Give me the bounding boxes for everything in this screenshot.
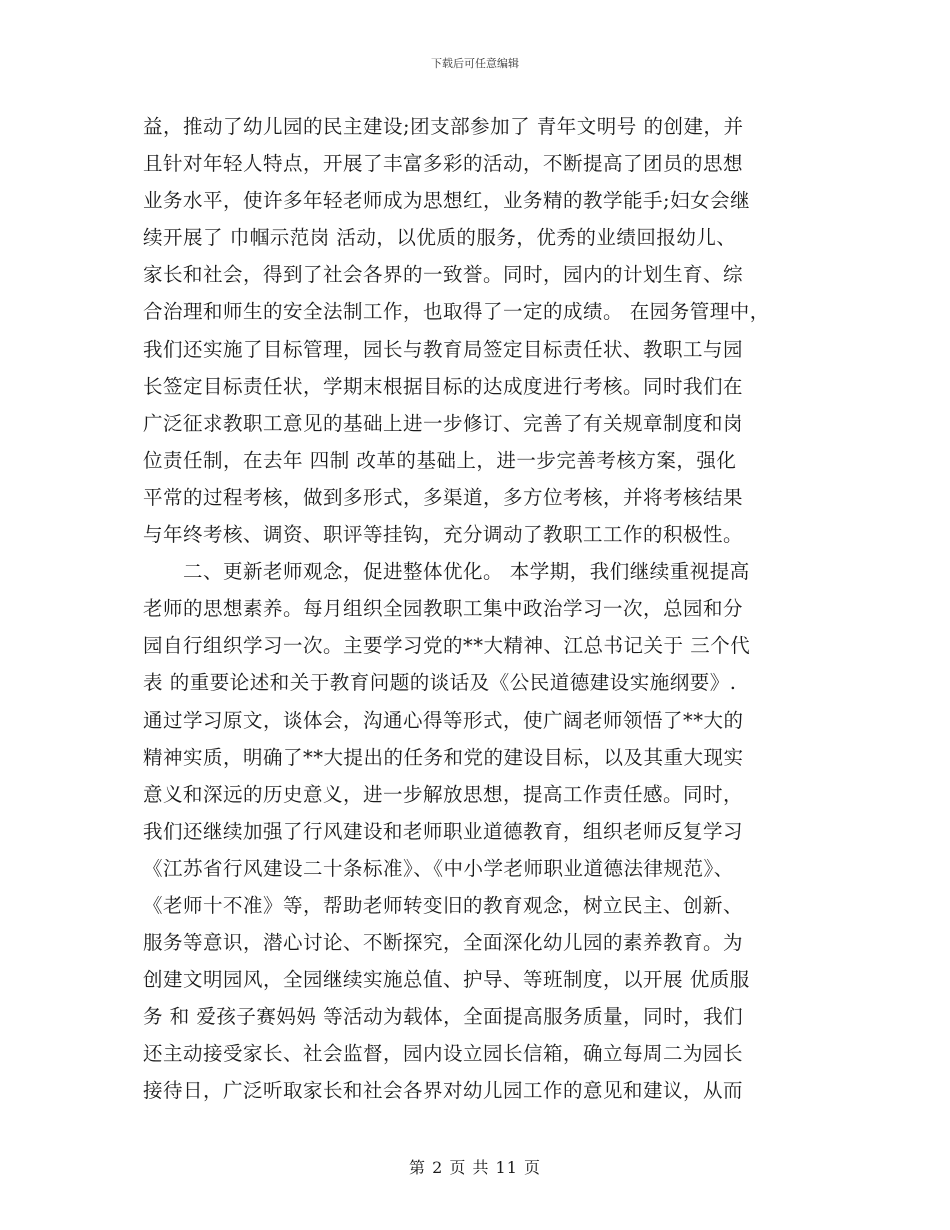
text-line-25: 务 和 爱孩子赛妈妈 等活动为载体，全面提高服务质量，同时，我们 [143, 1005, 744, 1029]
text-line-21: 《江苏省行风建设二十条标准》、《中小学老师职业道德法律规范》、 [143, 856, 734, 880]
text-line-27: 接待日，广泛听取家长和社会各界对幼儿园工作的意见和建议，从而 [143, 1079, 744, 1103]
text-line-5: 家长和社会，得到了社会各界的一致誉。同时，园内的计划生育、综 [143, 263, 744, 287]
text-line-11: 平常的过程考核，做到多形式，多渠道，多方位考核，并将考核结果 [143, 485, 744, 509]
text-line-12: 与年终考核、调资、职评等挂钩，充分调动了教职工工作的积极性。 [143, 523, 744, 547]
text-line-6: 合治理和师生的安全法制工作，也取得了一定的成绩。 在园务管理中， [143, 300, 770, 324]
page-header: 下载后可任意编辑 [431, 57, 519, 70]
text-line-9: 广泛征求教职工意见的基础上进一步修订、完善了有关规章制度和岗 [143, 411, 744, 435]
document-body [143, 108, 813, 1110]
text-line-26: 还主动接受家长、社会监督，园内设立园长信箱，确立每周二为园长 [143, 1042, 744, 1066]
text-line-23: 服务等意识，潜心讨论、不断探究，全面深化幼儿园的素养教育。为 [143, 931, 744, 955]
text-line-22: 《老师十不准》等，帮助老师转变旧的教育观念，树立民主、创新、 [143, 893, 744, 917]
text-line-18: 精神实质，明确了**大提出的任务和党的建设目标，以及其重大现实 [143, 745, 744, 769]
text-line-15: 园自行组织学习一次。主要学习党的**大精神、江总书记关于 三个代 [143, 634, 751, 658]
text-line-24: 创建文明园风，全园继续实施总值、护导、等班制度，以开展 优质服 [143, 968, 750, 992]
text-line-17: 通过学习原文，谈体会，沟通心得等形式，使广阔老师领悟了**大的 [143, 708, 744, 732]
text-line-4: 续开展了 巾帼示范岗 活动，以优质的服务，优秀的业绩回报幼儿、 [143, 226, 737, 250]
text-line-10: 位责任制，在去年 四制 改革的基础上，进一步完善考核方案，强化 [143, 448, 737, 472]
text-line-14: 老师的思想素养。每月组织全园教职工集中政治学习一次，总园和分 [143, 597, 744, 621]
page-footer: 第 2 页 共 11 页 [409, 1158, 541, 1177]
text-line-13: 二、更新老师观念，促进整体优化。 本学期，我们继续重视提高 [143, 560, 750, 584]
text-line-7: 我们还实施了目标管理，园长与教育局签定目标责任状、教职工与园 [143, 337, 744, 361]
text-line-19: 意义和深远的历史意义，进一步解放思想，提高工作责任感。同时， [143, 782, 744, 806]
text-line-1: 益，推动了幼儿园的民主建设;团支部参加了 青年文明号 的创建，并 [143, 115, 744, 138]
text-line-20: 我们还继续加强了行风建设和老师职业道德教育，组织老师反复学习 [143, 819, 744, 843]
text-line-8: 长签定目标责任状，学期末根据目标的达成度进行考核。同时我们在 [143, 374, 744, 398]
text-line-2: 且针对年轻人特点，开展了丰富多彩的活动，不断提高了团员的思想 [143, 152, 744, 176]
text-line-16: 表 的重要论述和关于教育问题的谈话及《公民道德建设实施纲要》. [143, 671, 737, 695]
text-line-3: 业务水平，使许多年轻老师成为思想红，业务精的教学能手;妇女会继 [143, 189, 751, 213]
